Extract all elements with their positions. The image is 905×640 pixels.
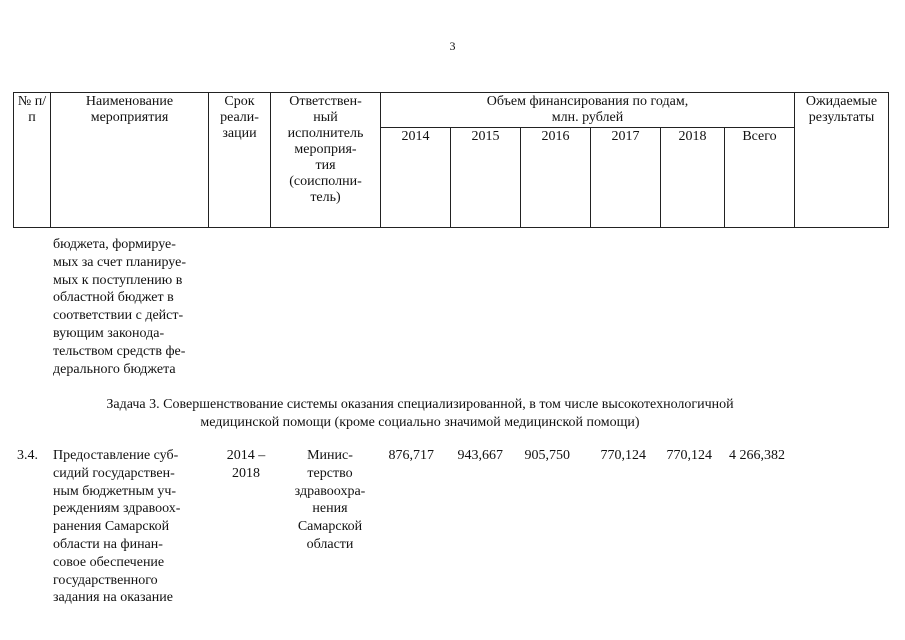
header-expected: Ожидаемые результаты (795, 93, 889, 228)
header-year-2015: 2015 (451, 128, 521, 228)
header-period: Срок реали- зации (209, 93, 271, 228)
value-2017: 770,124 (600, 448, 646, 463)
header-table (13, 92, 889, 228)
value-2016: 905,750 (524, 448, 570, 463)
row-number: 3.4. (17, 448, 38, 463)
header-name: Наименование мероприятия (51, 93, 209, 228)
header-no: № п/п (14, 93, 51, 228)
value-2014: 876,717 (388, 448, 434, 463)
header-year-2014: 2014 (381, 128, 451, 228)
row-name: Предоставление суб- сидий государствен- ным бюджетным уч- реждениям здравоох- ранения Самарской области на финан- совое обеспечение государственного задания на оказание (53, 448, 181, 606)
header-year-2016: 2016 (521, 128, 591, 228)
row-period: 2014 – 2018 (226, 448, 266, 481)
header-responsible: Ответствен- ный исполнитель мероприя- тия (соисполни- тель) (271, 93, 381, 228)
value-2018: 770,124 (666, 448, 712, 463)
value-total: 4 266,382 (729, 448, 785, 463)
header-year-2017: 2017 (591, 128, 661, 228)
row-responsible: Минис- терство здравоохра- нения Самарской области (294, 448, 366, 552)
page-number: 3 (449, 39, 456, 53)
header-year-2018: 2018 (661, 128, 725, 228)
continuation-text: бюджета, формируе- мых за счет планируе- мых к поступлению в областной бюджет в соответствии с дейст- вующим законода- тельством средств фе- дерального бюджета (53, 237, 186, 377)
value-2015: 943,667 (457, 448, 503, 463)
task-heading: Задача 3. Совершенствование системы оказания специализированной, в том числе высокотехнологичной медицинской помощи (кроме социально значимой медицинской помощи) (106, 397, 734, 430)
header-financing: Объем финансирования по годам, млн. рублей (381, 93, 795, 128)
header-total: Всего (725, 128, 795, 228)
